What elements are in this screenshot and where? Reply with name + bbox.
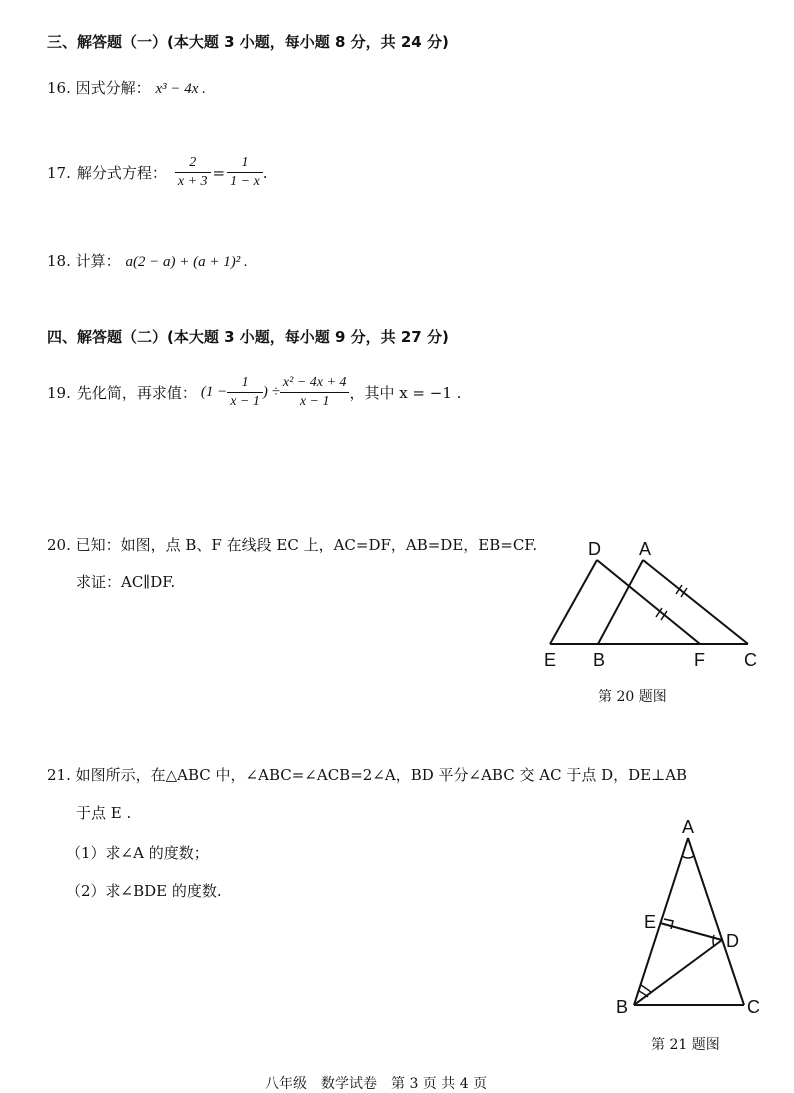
label-d: D <box>726 931 739 951</box>
label-c: C <box>747 997 760 1017</box>
condition-text: ，其中 x = −1 . <box>349 384 462 402</box>
segment-ab <box>634 838 688 1005</box>
page-footer: 八年级 数学试卷 第 3 页 共 4 页 <box>265 1076 488 1092</box>
label-b: B <box>593 650 606 670</box>
segment-df <box>597 560 700 644</box>
numerator: x² − 4x + 4 <box>280 374 350 393</box>
question-number: 21. <box>47 766 71 784</box>
label-b: B <box>616 997 629 1017</box>
segment-ed <box>550 560 597 644</box>
question-text: 先化简，再求值： <box>76 384 197 402</box>
fraction-1 <box>227 374 263 411</box>
question-21-part-1: （1）求∠A 的度数； <box>66 844 209 862</box>
question-number: 18. <box>47 252 71 270</box>
question-17 <box>47 154 268 191</box>
question-20 <box>47 534 537 555</box>
section-3-title: 三、解答题（一）(本大题 3 小题，每小题 8 分，共 24 分) <box>47 33 449 51</box>
segment-ac <box>643 560 748 644</box>
period: . <box>262 163 268 182</box>
segment-ac <box>688 838 744 1005</box>
angle-b-mark-1 <box>641 985 652 993</box>
denominator: 1 − x <box>230 174 260 189</box>
question-19 <box>47 374 461 411</box>
denominator: x − 1 <box>299 394 330 409</box>
label-a: A <box>682 817 695 837</box>
question-21 <box>47 764 687 785</box>
math-expression: x³ − 4x . <box>155 81 206 97</box>
angle-d-mark <box>713 935 714 947</box>
numerator: 1 <box>227 154 263 173</box>
question-number: 17. <box>47 163 71 182</box>
label-e: E <box>644 912 657 932</box>
numerator: 1 <box>227 374 263 393</box>
label-e: E <box>544 650 557 670</box>
question-20-prove: 求证：AC∥DF. <box>76 573 176 591</box>
denominator: x − 1 <box>230 394 260 409</box>
question-text: 因式分解： <box>75 79 151 97</box>
question-21-text-continued: 于点 E . <box>76 804 132 822</box>
angle-b-mark-2 <box>639 991 648 997</box>
figure-20-caption: 第 20 题图 <box>598 689 667 705</box>
question-21-part-2: （2）求∠BDE 的度数. <box>66 882 222 900</box>
label-f: F <box>694 650 705 670</box>
question-16 <box>47 77 206 98</box>
section-4-title: 四、解答题（二）(本大题 3 小题，每小题 9 分，共 27 分) <box>47 328 449 346</box>
figure-21-caption: 第 21 题图 <box>651 1037 720 1053</box>
figure-20 <box>530 530 780 675</box>
fraction-rhs <box>227 154 263 191</box>
angle-a-mark <box>682 856 694 858</box>
label-a: A <box>639 539 652 559</box>
question-number: 19. <box>47 383 71 402</box>
label-c: C <box>744 650 757 670</box>
fraction-2 <box>280 374 350 411</box>
question-text: 已知：如图，点 B、F 在线段 EC 上，AC=DF，AB=DE，EB=CF. <box>75 536 538 554</box>
open-paren: (1 − <box>200 384 228 400</box>
divide-sign: ) ÷ <box>262 384 280 400</box>
question-text: 如图所示，在△ABC 中，∠ABC=∠ACB=2∠A，BD 平分∠ABC 交 AC 于点 D，DE⊥AB <box>75 766 688 784</box>
question-number: 20. <box>47 536 71 554</box>
numerator: 2 <box>175 154 211 173</box>
denominator: x + 3 <box>177 174 208 189</box>
fraction-lhs <box>175 154 211 191</box>
segment-bd <box>634 940 722 1005</box>
segment-ba <box>598 560 643 644</box>
question-number: 16. <box>47 79 71 97</box>
math-expression: a(2 − a) + (a + 1)² . <box>125 254 248 270</box>
question-18 <box>47 250 248 271</box>
equals-sign: = <box>212 163 226 182</box>
question-text: 计算： <box>75 252 121 270</box>
figure-21 <box>610 815 780 1025</box>
question-text: 解分式方程： <box>76 164 167 182</box>
label-d: D <box>588 539 601 559</box>
